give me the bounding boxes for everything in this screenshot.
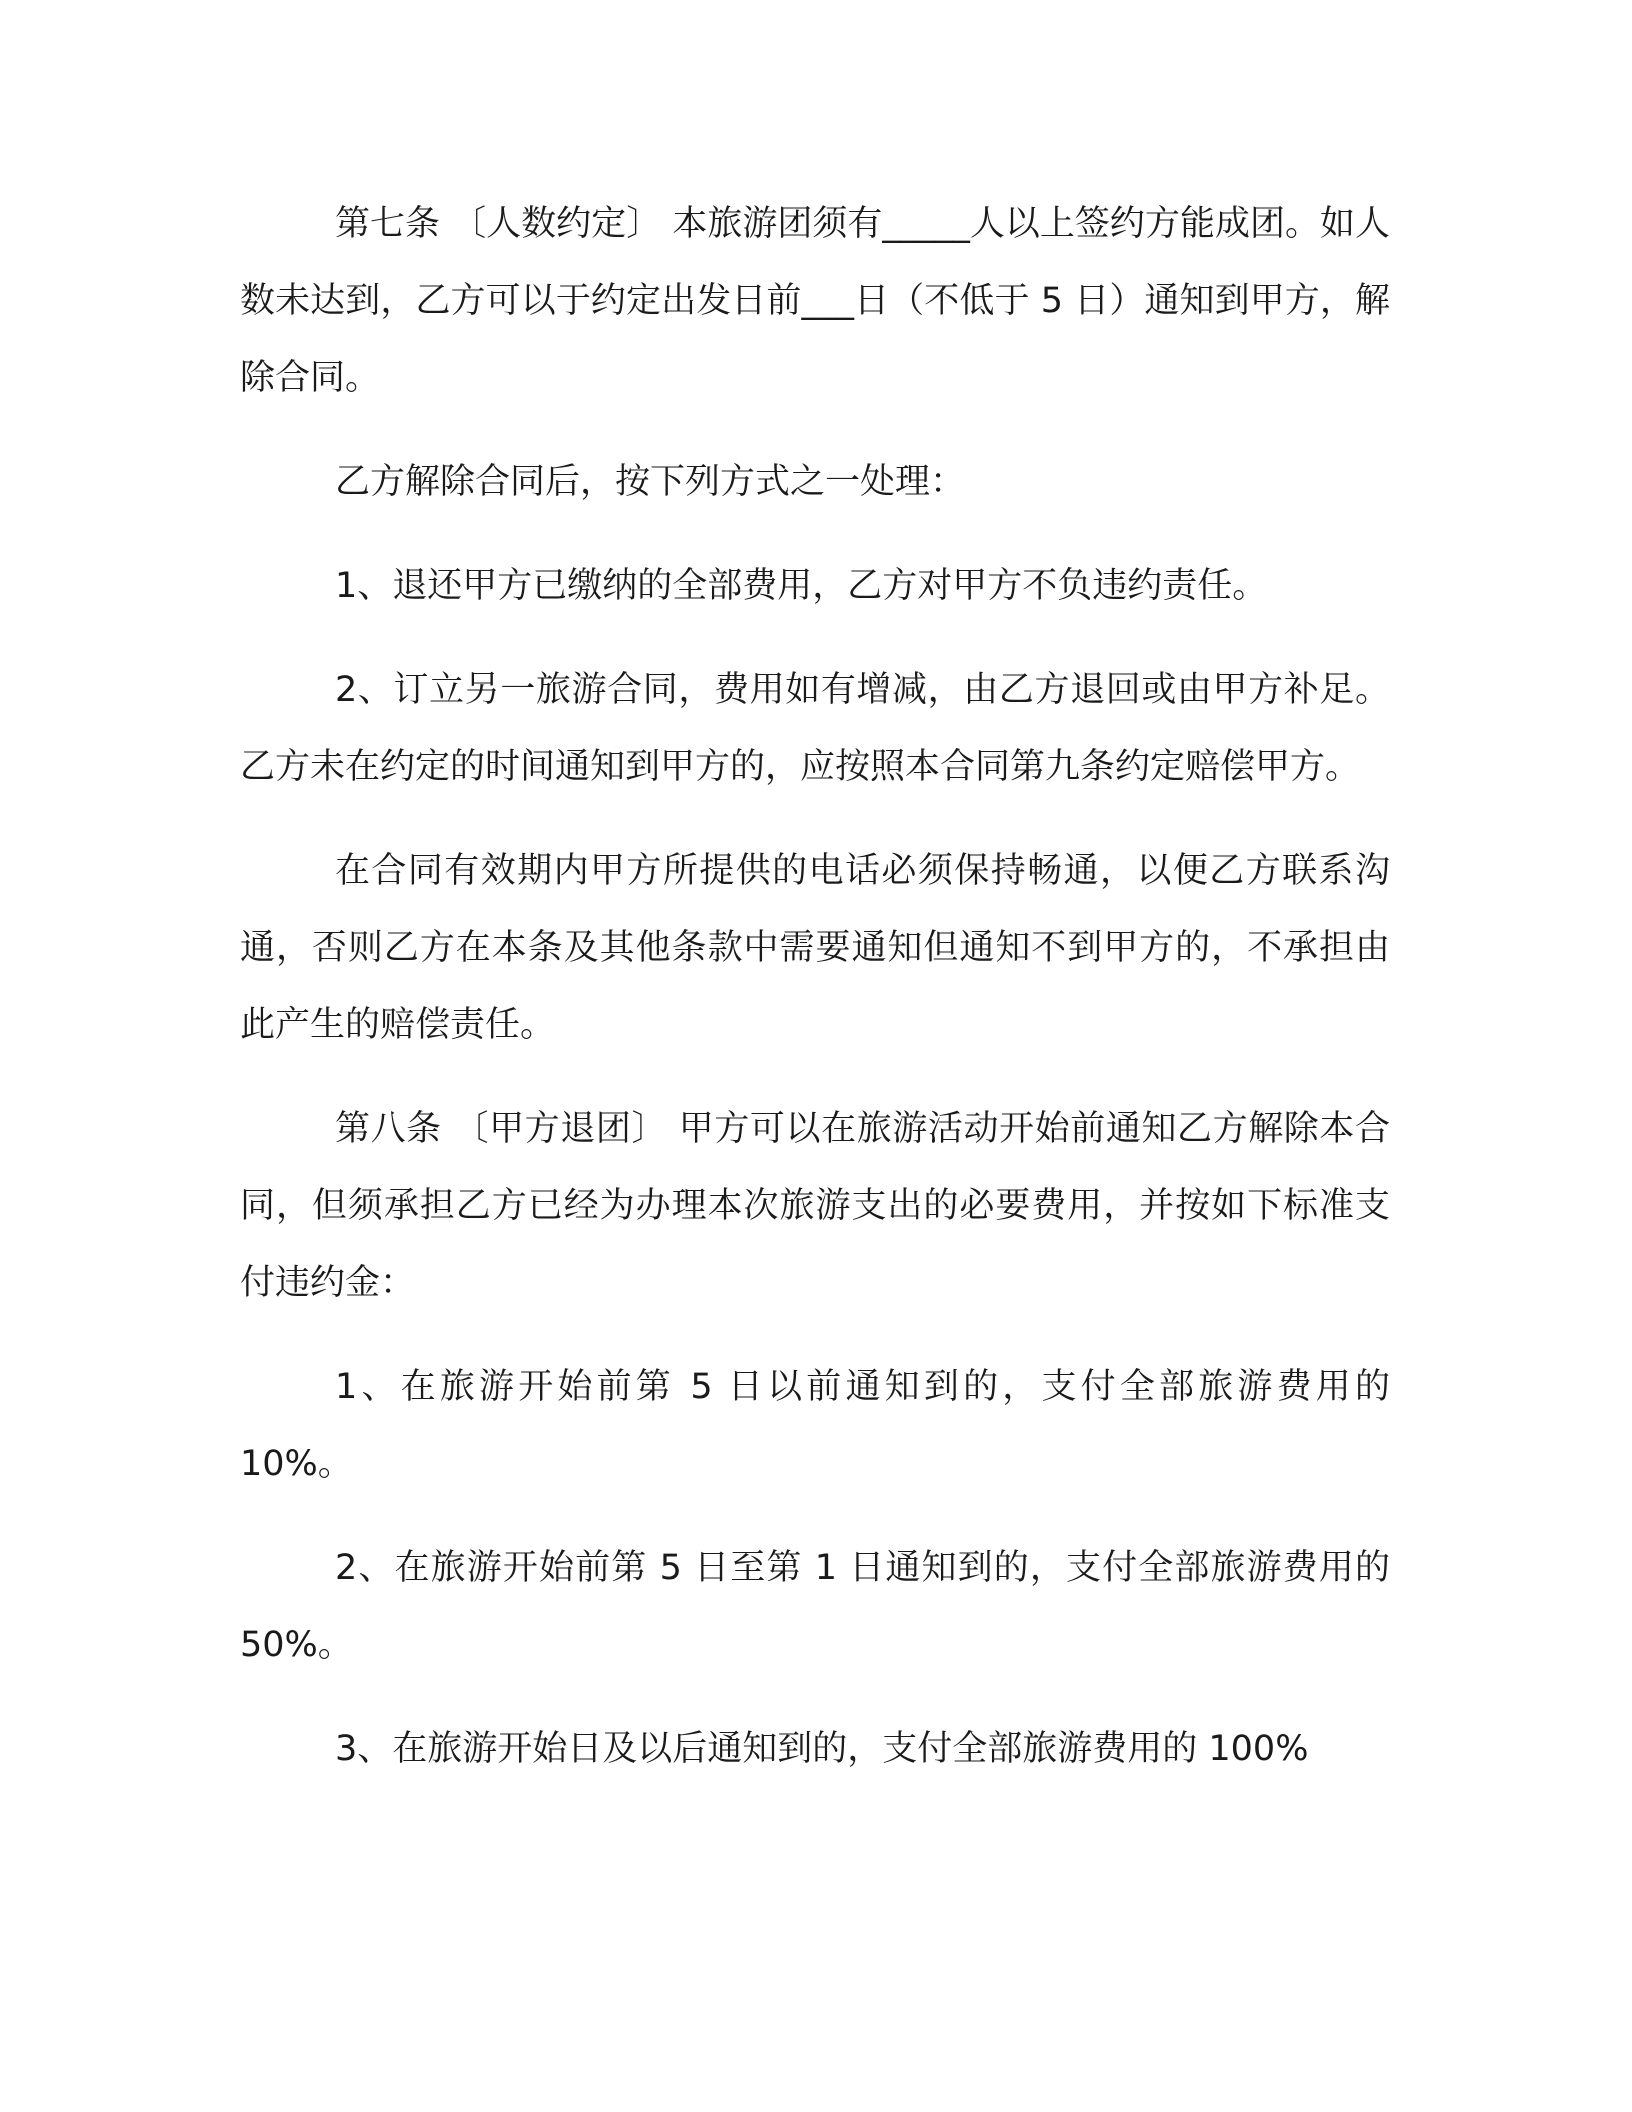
- paragraph-phone-contact: 在合同有效期内甲方所提供的电话必须保持畅通，以便乙方联系沟通，否则乙方在本条及其他条款中需要通知但通知不到甲方的，不承担由此产生的赔偿责任。: [240, 851, 1390, 1045]
- paragraph-article-7: 第七条 〔人数约定〕 本旅游团须有_____人以上签约方能成团。如人数未达到，乙方可以于约定出发日前___日（不低于 5 日）通知到甲方，解除合同。: [240, 204, 1390, 398]
- paragraph-option-2: 2、订立另一旅游合同，费用如有增减，由乙方退回或由甲方补足。乙方未在约定的时间通知到甲方的，应按照本合同第九条约定赔偿甲方。: [240, 670, 1390, 787]
- paragraph-option-1: 1、退还甲方已缴纳的全部费用，乙方对甲方不负违约责任。: [335, 566, 1268, 606]
- document-body: [240, 186, 1390, 1815]
- paragraph-penalty-1: 1、在旅游开始前第 5 日以前通知到的，支付全部旅游费用的 10%。: [240, 1367, 1390, 1484]
- paragraph-penalty-2: 2、在旅游开始前第 5 日至第 1 日通知到的，支付全部旅游费用的 50%。: [240, 1548, 1390, 1665]
- paragraph-penalty-3: 3、在旅游开始日及以后通知到的，支付全部旅游费用的 100%: [335, 1729, 1309, 1769]
- paragraph-termination-handling: 乙方解除合同后，按下列方式之一处理：: [335, 462, 966, 502]
- paragraph-article-8: 第八条 〔甲方退团〕 甲方可以在旅游活动开始前通知乙方解除本合同，但须承担乙方已经为办理本次旅游支出的必要费用，并按如下标准支付违约金：: [240, 1109, 1390, 1303]
